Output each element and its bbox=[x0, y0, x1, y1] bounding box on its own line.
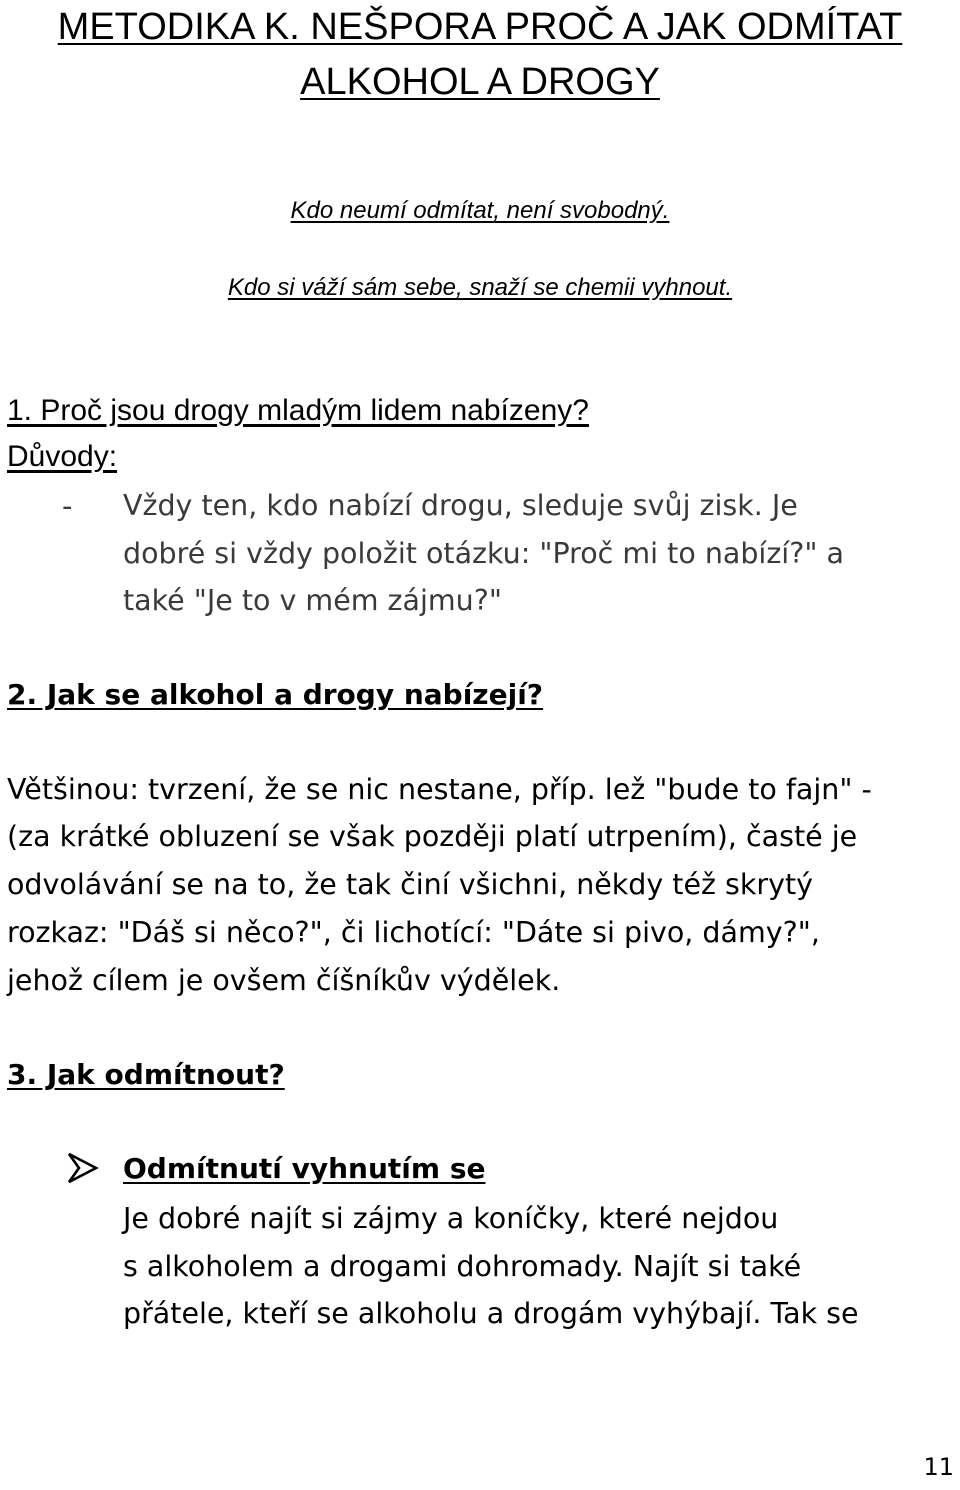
section-1-line-1: Vždy ten, kdo nabízí drogu, sleduje svůj zisk. Je bbox=[123, 489, 798, 522]
section-2-line-4: rozkaz: "Dáš si něco?", či lichotící: "Dáte si pivo, dámy?", bbox=[7, 916, 820, 949]
avoidance-refusal-heading: Odmítnutí vyhnutím se bbox=[123, 1152, 486, 1185]
document-title-line-2: ALKOHOL A DROGY bbox=[300, 61, 660, 103]
dash-bullet-marker: - bbox=[62, 489, 73, 523]
section-1-line-2: dobré si vždy položit otázku: "Proč mi to nabízí?" a bbox=[123, 537, 844, 570]
section-2-heading: 2. Jak se alkohol a drogy nabízejí? bbox=[7, 678, 544, 711]
motto-1: Kdo neumí odmítat, není svobodný. bbox=[290, 197, 670, 224]
motto-2: Kdo si váží sám sebe, snaží se chemii vyhnout. bbox=[227, 274, 733, 301]
section-2-line-2: (za krátké obluzení se však později platí utrpením), časté je bbox=[7, 820, 858, 853]
section-2-line-3: odvolávání se na to, že tak činí všichni, někdy též skrytý bbox=[7, 868, 814, 901]
section-3-heading: 3. Jak odmítnout? bbox=[7, 1058, 285, 1091]
section-2-line-5: jehož cílem je ovšem číšníkův výdělek. bbox=[7, 964, 561, 997]
section-3-line-1: Je dobré najít si zájmy a koníčky, které nejdou bbox=[123, 1202, 779, 1235]
section-1-subheading: Důvody: bbox=[7, 440, 118, 473]
arrow-bullet-icon bbox=[66, 1148, 100, 1188]
section-1-line-3: také "Je to v mém zájmu?" bbox=[123, 584, 502, 617]
document-title-line-1: METODIKA K. NEŠPORA PROČ A JAK ODMÍTAT bbox=[57, 6, 903, 48]
section-2-line-1: Většinou: tvrzení, že se nic nestane, příp. lež "bude to fajn" - bbox=[7, 773, 872, 806]
page-number: 11 bbox=[923, 1453, 954, 1481]
section-3-line-2: s alkoholem a drogami dohromady. Najít si také bbox=[123, 1250, 802, 1283]
section-1-heading: 1. Proč jsou drogy mladým lidem nabízeny? bbox=[7, 394, 589, 427]
section-3-line-3: přátele, kteří se alkoholu a drogám vyhýbají. Tak se bbox=[123, 1297, 859, 1330]
